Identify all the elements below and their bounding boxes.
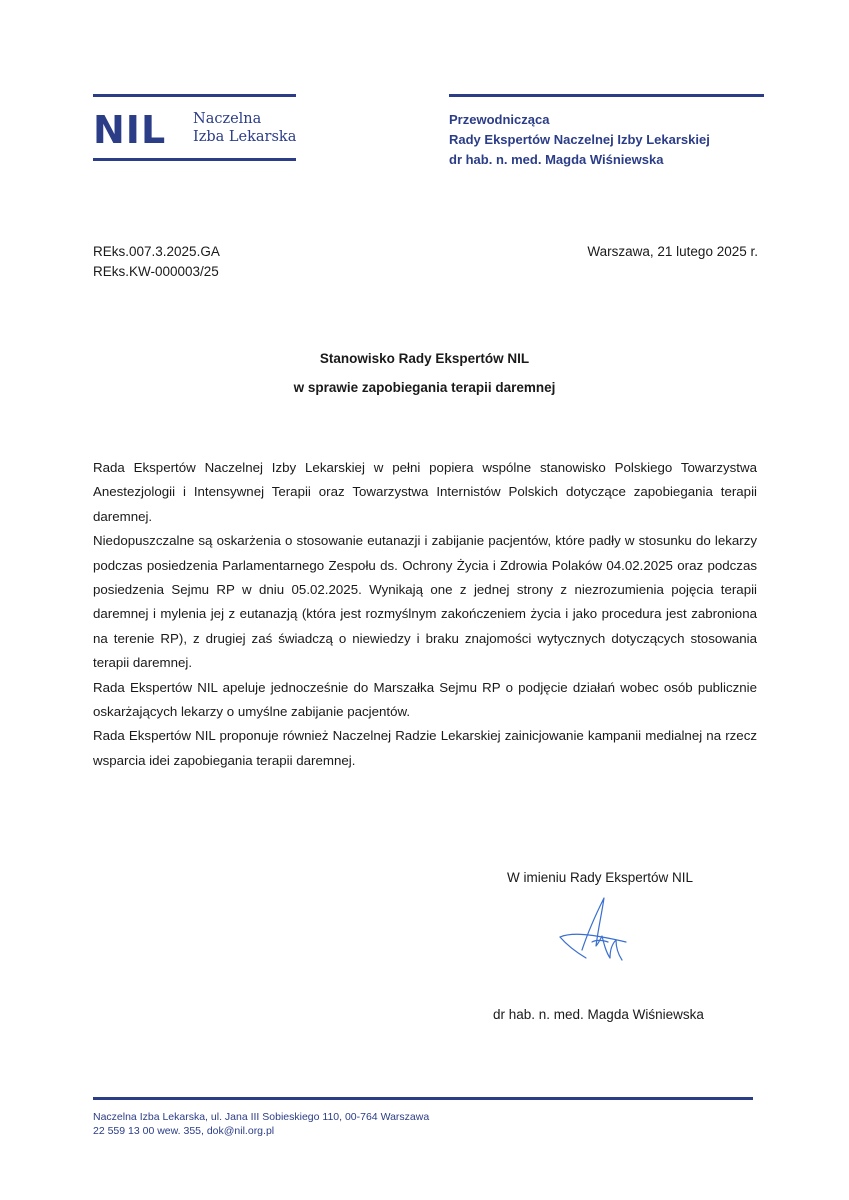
header-rule-left-bottom	[93, 158, 296, 161]
document-title	[0, 344, 849, 402]
body-paragraph: Rada Ekspertów NIL proponuje również Naczelnej Radzie Lekarskiej zainicjowanie kampanii medialnej na rzecz wsparcia idei zapobiegania terapii daremnej.	[93, 728, 757, 768]
body-paragraph: Niedopuszczalne są oskarżenia o stosowanie eutanazji i zabijanie pacjentów, które padły w stosunku do lekarzy podczas posiedzenia Parlamentarnego Zespołu ds. Ochrony Życia i Zdrowia Polaków 04.02.2025 oraz podczas posiedzenia Sejmu RP w dniu 05.02.2025. Wynikają one z jednej strony z niezrozumienia pojęcia terapii daremnej i mylenia jej z eutanazją (która jest rozmyślnym zakończeniem życia i jako procedura jest zabroniona na terenie RP), z drugiej zaś świadczą o niewiedzy i braku znajomości wytycznych dotyczących stosowania terapii daremnej.	[93, 533, 757, 671]
reference-number-1: REks.007.3.2025.GA	[93, 244, 220, 259]
document-date: Warszawa, 21 lutego 2025 r.	[587, 244, 758, 259]
header-rule-right	[449, 94, 764, 97]
title-line2: w sprawie zapobiegania terapii daremnej	[293, 380, 556, 395]
title-line1: Stanowisko Rady Ekspertów NIL	[319, 351, 530, 366]
signer-name: dr hab. n. med. Magda Wiśniewska	[493, 1007, 704, 1022]
document-body	[93, 456, 757, 773]
sender-role: Przewodnicząca	[449, 112, 550, 127]
reference-number-2: REks.KW-000003/25	[93, 264, 219, 279]
closing-line: W imieniu Rady Ekspertów NIL	[507, 870, 694, 885]
logo-name-line1: Naczelna	[193, 111, 262, 127]
footer-address: Naczelna Izba Lekarska, ul. Jana III Sobieskiego 110, 00-764 Warszawa	[93, 1111, 430, 1123]
reference-numbers	[93, 242, 220, 282]
footer-contact: 22 559 13 00 wew. 355, dok@nil.org.pl	[93, 1125, 275, 1137]
logo-abbreviation: NIL	[93, 108, 167, 152]
footer-rule	[93, 1097, 753, 1100]
header-rule-left	[93, 94, 296, 97]
sender-organization: Rady Ekspertów Naczelnej Izby Lekarskiej	[449, 132, 710, 147]
sender-block	[449, 110, 710, 170]
body-paragraph: Rada Ekspertów Naczelnej Izby Lekarskiej w pełni popiera wspólne stanowisko Polskiego Towarzystwa Anestezjologii i Intensywnej Terapii oraz Towarzystwa Internistów Polskich dotyczące zapobiegania terapii daremnej.	[93, 460, 757, 524]
sender-name: dr hab. n. med. Magda Wiśniewska	[449, 152, 664, 167]
logo-name-line2: Izba Lekarska	[193, 129, 297, 145]
footer	[93, 1110, 429, 1138]
logo-name	[193, 110, 296, 146]
handwritten-signature	[552, 892, 632, 972]
body-paragraph: Rada Ekspertów NIL apeluje jednocześnie do Marszałka Sejmu RP o podjęcie działań wobec osób publicznie oskarżających lekarzy o umyślne zabijanie pacjentów.	[93, 679, 757, 720]
